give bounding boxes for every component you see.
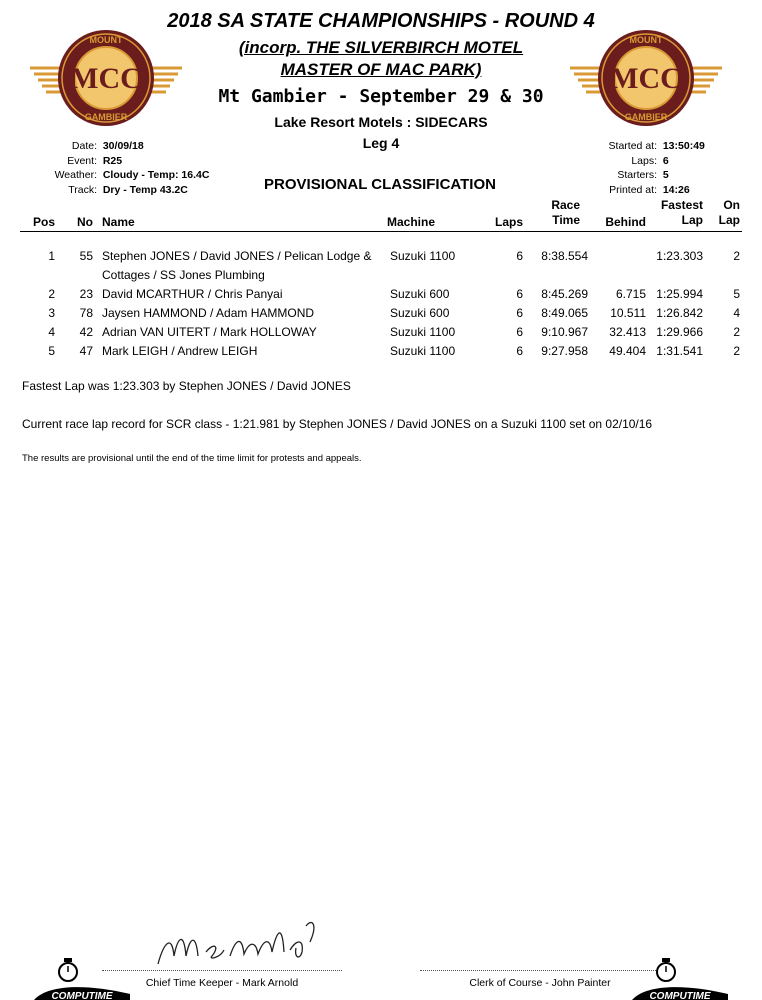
col-header-laps: Laps [494, 215, 523, 229]
logo-monogram: MCC [610, 62, 682, 95]
col-header-fastest-lap [648, 198, 703, 228]
col-header-behind: Behind [605, 215, 646, 229]
col-header-race-line1: Race [551, 198, 580, 212]
computime-text: COMPUTIME [51, 991, 113, 1000]
col-header-fastest-line1: Fastest [660, 198, 703, 212]
cell-no: 42 [79, 325, 93, 339]
table-row [0, 323, 762, 342]
table-row [0, 304, 762, 323]
cell-pos: 3 [48, 306, 55, 320]
col-header-race-line2: Time [552, 213, 580, 227]
stopwatch-icon [657, 958, 675, 981]
cell-no: 23 [79, 287, 93, 301]
computime-logo-left [30, 958, 134, 1000]
starters-value: 5 [662, 169, 669, 182]
cell-name: David MCARTHUR / Chris Panyai [102, 287, 283, 301]
logo-top-text: MOUNT [89, 35, 123, 45]
cell-laps: 6 [516, 344, 523, 358]
printed-value: 14:26 [662, 183, 690, 196]
table-row [0, 285, 762, 304]
title-sponsor-line-2: MASTER OF MAC PARK) [280, 60, 482, 79]
cell-name: Stephen JONES / David JONES / Pelican Lodge & Cottages / SS Jones Plumbing [102, 249, 372, 282]
logo-monogram: MCC [70, 62, 142, 95]
cell-race-time: 9:10.967 [541, 325, 588, 339]
cell-machine: Suzuki 600 [390, 287, 450, 301]
leg-title: Leg 4 [362, 135, 400, 151]
cell-machine: Suzuki 1100 [390, 325, 456, 339]
lap-record-note: Current race lap record for SCR class - 1:21.981 by Stephen JONES / David JONES on a Suzuki 1100 set on 02/10/16 [22, 417, 653, 431]
stopwatch-icon [59, 958, 77, 981]
cell-on-lap: 2 [733, 325, 740, 339]
table-row [0, 342, 762, 361]
cell-laps: 6 [516, 287, 523, 301]
club-logo-left [26, 22, 186, 132]
cell-pos: 4 [48, 325, 55, 339]
cell-no: 55 [79, 249, 93, 263]
event-venue-dates: Mt Gambier - September 29 & 30 [218, 86, 544, 107]
signature-line-right [420, 970, 660, 971]
cell-race-time: 8:38.554 [541, 249, 588, 263]
cell-fastest-lap: 1:23.303 [656, 249, 703, 263]
col-header-name: Name [102, 215, 135, 229]
provisional-note: The results are provisional until the end of the time limit for protests and appeals. [22, 453, 362, 464]
cell-no: 78 [79, 306, 93, 320]
logo-top-text: MOUNT [629, 35, 663, 45]
col-header-race-time [530, 198, 580, 228]
cell-fastest-lap: 1:26.842 [656, 306, 703, 320]
cell-race-time: 8:49.065 [541, 306, 588, 320]
cell-pos: 2 [48, 287, 55, 301]
signature-line-left [102, 970, 342, 971]
printed-label: Printed at: [609, 183, 657, 196]
date-label: Date: [71, 140, 97, 152]
cell-on-lap: 4 [733, 306, 740, 320]
cell-pos: 1 [48, 249, 55, 263]
col-header-fastest-line2: Lap [681, 213, 703, 227]
event-label: Event: [67, 154, 97, 167]
cell-behind: 10.511 [610, 306, 646, 320]
cell-machine: Suzuki 600 [390, 306, 450, 320]
table-row [0, 247, 762, 285]
laps-value: 6 [662, 154, 669, 167]
laps-label: Laps: [631, 154, 657, 167]
title-sponsor-line: (incorp. THE SILVERBIRCH MOTEL [238, 38, 524, 57]
header-divider [20, 231, 742, 232]
logo-bottom-text: GAMBIER [624, 112, 668, 122]
cell-name: Adrian VAN UITERT / Mark HOLLOWAY [102, 325, 317, 339]
fastest-lap-note: Fastest Lap was 1:23.303 by Stephen JONES / David JONES [22, 379, 351, 393]
page-title: 2018 SA STATE CHAMPIONSHIPS - ROUND 4 [167, 10, 595, 32]
computime-logo-right [628, 958, 732, 1000]
cell-on-lap: 2 [733, 249, 740, 263]
cell-on-lap: 2 [733, 344, 740, 358]
col-header-no: No [77, 215, 93, 229]
track-label: Track: [68, 183, 97, 196]
weather-label: Weather: [54, 169, 97, 182]
cell-laps: 6 [516, 306, 523, 320]
cell-fastest-lap: 1:29.966 [656, 325, 703, 339]
cell-race-time: 8:45.269 [541, 287, 588, 301]
logo-bottom-text: GAMBIER [84, 112, 128, 122]
cell-behind: 32.413 [609, 325, 646, 339]
event-value: R25 [102, 154, 123, 167]
col-header-pos: Pos [32, 215, 55, 229]
cell-name: Mark LEIGH / Andrew LEIGH [102, 344, 258, 358]
race-info [560, 139, 705, 197]
cell-behind: 6.715 [615, 287, 646, 301]
event-info [40, 139, 209, 197]
cell-laps: 6 [516, 249, 523, 263]
cell-name: Jaysen HAMMOND / Adam HAMMOND [102, 306, 315, 320]
cell-no: 47 [79, 344, 93, 358]
classification-title: PROVISIONAL CLASSIFICATION [264, 176, 496, 193]
chief-time-keeper-label: Chief Time Keeper - Mark Arnold [145, 977, 299, 989]
col-header-on-line1: On [723, 198, 740, 212]
track-value: Dry - Temp 43.2C [102, 183, 188, 196]
col-header-on-line2: Lap [718, 213, 740, 227]
class-title: Lake Resort Motels : SIDECARS [274, 114, 488, 130]
cell-laps: 6 [516, 325, 523, 339]
cell-behind: 49.404 [609, 344, 646, 358]
clerk-of-course-label: Clerk of Course - John Painter [469, 977, 611, 989]
cell-race-time: 9:27.958 [541, 344, 588, 358]
weather-value: Cloudy - Temp: 16.4C [102, 169, 210, 182]
cell-fastest-lap: 1:25.994 [656, 287, 703, 301]
starters-label: Starters: [617, 169, 657, 182]
computime-text: COMPUTIME [649, 991, 711, 1000]
date-value: 30/09/18 [102, 140, 144, 152]
cell-machine: Suzuki 1100 [390, 344, 456, 358]
started-value: 13:50:49 [662, 140, 705, 152]
col-header-on-lap [706, 198, 740, 228]
signature-mark-arnold [150, 912, 330, 970]
cell-pos: 5 [48, 344, 55, 358]
col-header-machine: Machine [387, 215, 436, 229]
club-logo-right [566, 22, 726, 132]
started-label: Started at: [608, 140, 657, 152]
cell-on-lap: 5 [733, 287, 740, 301]
cell-fastest-lap: 1:31.541 [656, 344, 703, 358]
results-table [0, 247, 762, 361]
cell-machine: Suzuki 1100 [390, 249, 456, 263]
